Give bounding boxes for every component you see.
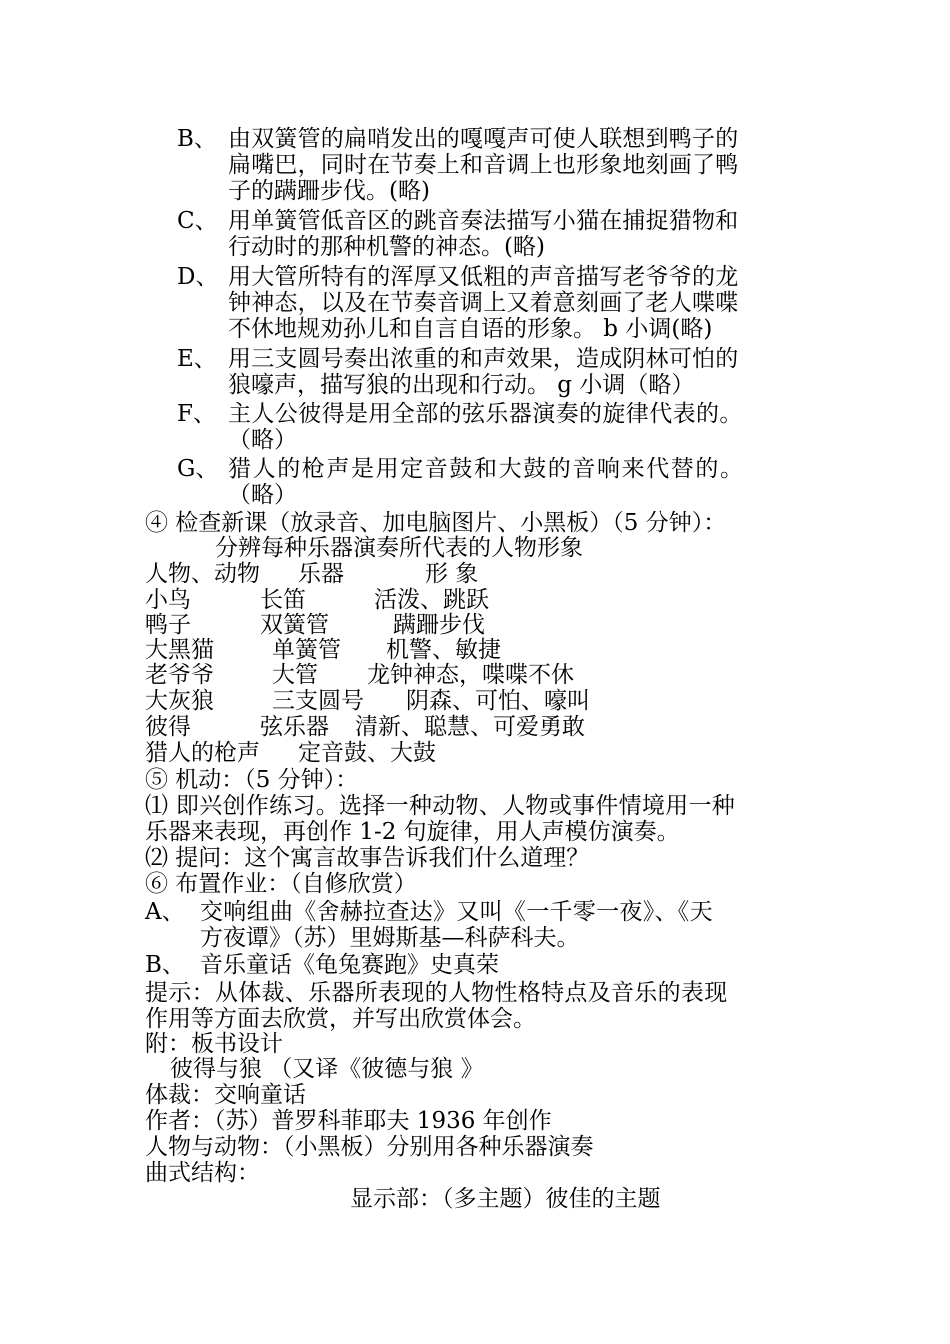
table-row-6-image: 清新、聪慧、可爱勇敢 — [355, 714, 585, 740]
table-row-3-instrument: 单簧管 — [272, 637, 341, 663]
list-text-d-2: 钟神态，以及在节奏音调上又着意刻画了老人喋喋 — [228, 290, 739, 316]
homework-text-b: 音乐童话《龟兔赛跑》史真荣 — [200, 952, 499, 978]
list-text-f-2: （略） — [228, 427, 297, 453]
appendix-genre: 体裁：交响童话 — [145, 1082, 306, 1108]
list-text-e-1: 用三支圆号奏出浓重的和声效果，造成阴林可怕的 — [228, 346, 739, 372]
list-text-e-2: 狼嚎声，描写狼的出现和行动。 g 小调（略） — [228, 372, 695, 398]
table-header-image: 形 象 — [425, 561, 479, 587]
table-row-3-image: 机警、敏捷 — [386, 637, 501, 663]
section5-item-1-line-1: ⑴ 即兴创作练习。选择一种动物、人物或事件情境用一种 — [145, 793, 736, 819]
list-text-d-3: 不休地规劝孙儿和自言自语的形象。 b 小调(略) — [228, 316, 713, 342]
table-row-2-instrument: 双簧管 — [260, 612, 329, 638]
appendix-title: 彼得与狼 （又译《彼德与狼 》 — [170, 1056, 484, 1082]
table-row-6-instrument: 弦乐器 — [260, 714, 329, 740]
list-marker-e: E、 — [177, 346, 217, 372]
section5-item-1-line-2: 乐器来表现，再创作 1-2 句旋律，用人声模仿演奏。 — [145, 819, 680, 845]
section5-heading: ⑤ 机动：（5 分钟）： — [145, 767, 359, 793]
appendix-heading: 附：板书设计 — [145, 1031, 283, 1057]
section6-heading: ⑥ 布置作业：（自修欣赏） — [145, 871, 417, 897]
table-row-6-character: 彼得 — [145, 714, 191, 740]
appendix-form: 曲式结构： — [145, 1160, 260, 1186]
table-row-2-character: 鸭子 — [145, 612, 191, 638]
list-text-b-2: 扁嘴巴，同时在节奏上和音调上也形象地刻画了鸭 — [228, 152, 739, 178]
homework-text-a-2: 方夜谭》（苏）里姆斯基—科萨科夫。 — [200, 925, 580, 951]
list-text-b-3: 子的蹒跚步伐。(略) — [228, 178, 430, 204]
appendix-characters: 人物与动物：（小黑板）分别用各种乐器演奏 — [145, 1134, 594, 1160]
list-text-g-1: 猎人的枪声是用定音鼓和大鼓的音响来代替的。 — [228, 456, 745, 482]
list-text-c-2: 行动时的那种机警的神态。(略) — [228, 234, 545, 260]
list-marker-g: G、 — [177, 456, 219, 482]
homework-marker-a: A、 — [145, 899, 185, 925]
list-text-b-1: 由双簧管的扁哨发出的嘎嘎声可使人联想到鸭子的 — [228, 126, 739, 152]
section4-subheading: 分辨每种乐器演奏所代表的人物形象 — [215, 535, 583, 561]
list-text-c-1: 用单簧管低音区的跳音奏法描写小猫在捕捉猎物和 — [228, 208, 739, 234]
table-row-1-instrument: 长笛 — [260, 587, 306, 613]
table-row-2-image: 蹒跚步伐 — [393, 612, 485, 638]
table-row-5-character: 大灰狼 — [145, 688, 214, 714]
appendix-exposition: 显示部：（多主题）彼佳的主题 — [350, 1186, 661, 1212]
section4-heading: ④ 检查新课（放录音、加电脑图片、小黑板）（5 分钟）： — [145, 510, 727, 536]
table-row-1-character: 小鸟 — [145, 587, 191, 613]
table-row-7-character: 猎人的枪声 — [145, 740, 260, 766]
homework-text-a-1: 交响组曲《舍赫拉查达》又叫《一千零一夜》、《天 — [200, 899, 713, 925]
list-text-g-2: （略） — [228, 482, 297, 508]
homework-marker-b: B、 — [145, 952, 185, 978]
list-marker-c: C、 — [177, 208, 218, 234]
table-header-character: 人物、动物 — [145, 561, 260, 587]
appendix-author: 作者：（苏）普罗科菲耶夫 1936 年创作 — [145, 1108, 552, 1134]
table-row-4-image: 龙钟神态，喋喋不休 — [367, 662, 574, 688]
table-row-3-character: 大黑猫 — [145, 637, 214, 663]
list-text-f-1: 主人公彼得是用全部的弦乐器演奏的旋律代表的。 — [228, 401, 743, 427]
table-row-4-instrument: 大管 — [272, 662, 318, 688]
list-marker-b: B、 — [177, 126, 217, 152]
table-row-5-instrument: 三支圆号 — [272, 688, 364, 714]
table-row-4-character: 老爷爷 — [145, 662, 214, 688]
table-row-1-image: 活泼、跳跃 — [374, 587, 489, 613]
list-marker-f: F、 — [177, 401, 216, 427]
table-header-instrument: 乐器 — [298, 561, 344, 587]
list-marker-d: D、 — [177, 264, 219, 290]
table-row-7-instrument: 定音鼓、大鼓 — [298, 740, 436, 766]
hint-line-2: 作用等方面去欣赏，并写出欣赏体会。 — [145, 1006, 536, 1032]
table-row-5-image: 阴森、可怕、嚎叫 — [406, 688, 590, 714]
section5-item-2: ⑵ 提问：这个寓言故事告诉我们什么道理？ — [145, 845, 590, 871]
list-text-d-1: 用大管所特有的浑厚又低粗的声音描写老爷爷的龙 — [228, 264, 739, 290]
hint-line-1: 提示：从体裁、乐器所表现的人物性格特点及音乐的表现 — [145, 980, 728, 1006]
